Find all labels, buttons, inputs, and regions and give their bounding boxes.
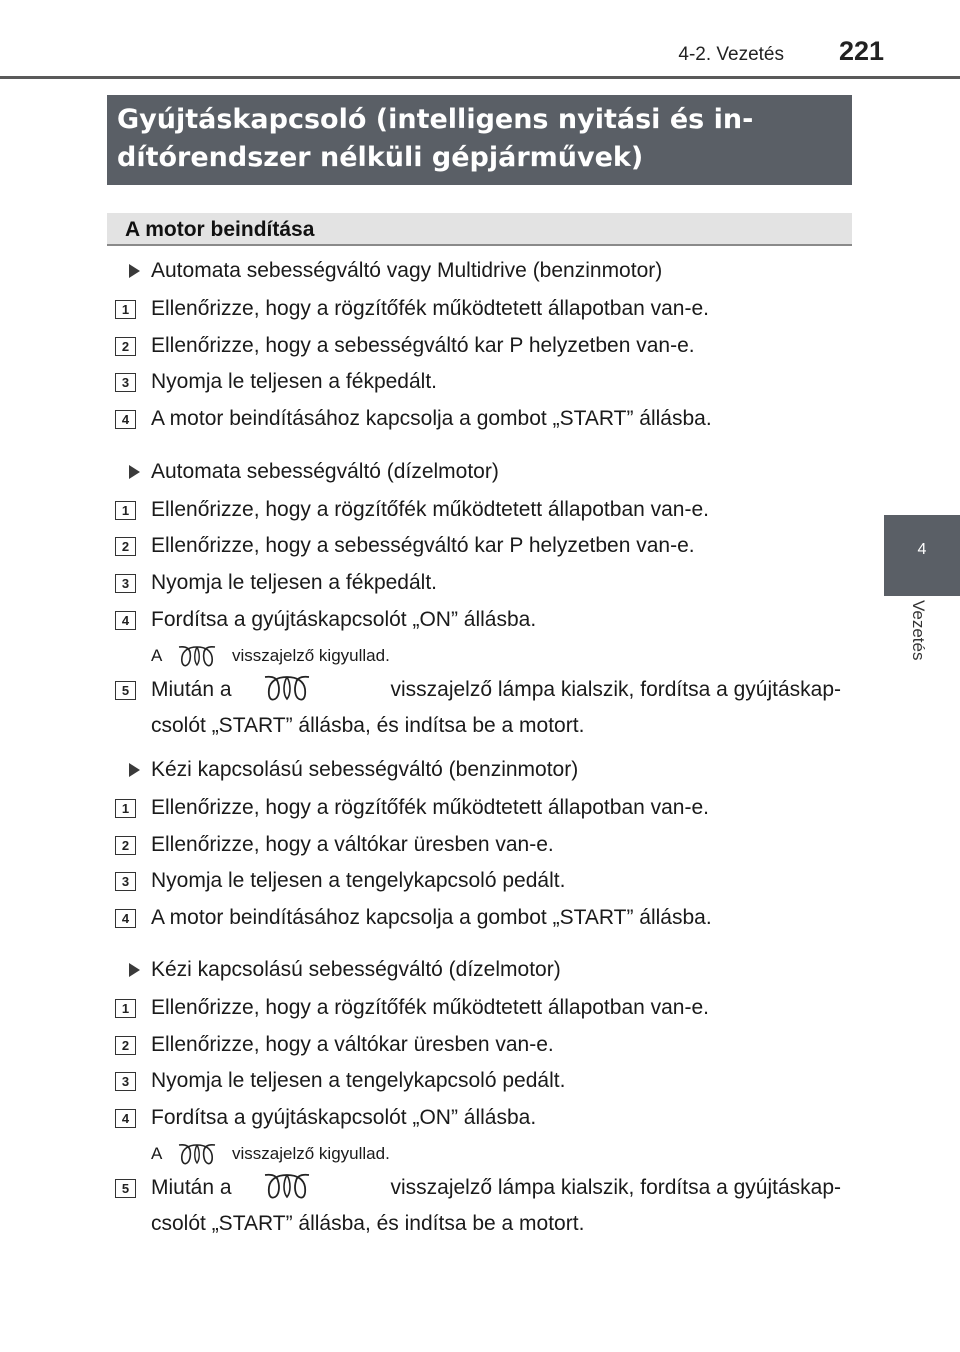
step-number: 3 (115, 872, 136, 891)
list-item: 5 Miután a visszajelző lámpa kialszik, fordítsa a gyújtáskap- csolót „START” állásba, és indítsa be a motort. (0, 677, 960, 747)
step-number: 3 (115, 574, 136, 593)
section-title: 4-2. Vezetés (678, 44, 784, 65)
subheading: A motor beindítása (107, 213, 852, 246)
step-number: 4 (115, 909, 136, 928)
glow-plug-indicator-icon (259, 1170, 315, 1202)
triangle-bullet-icon (129, 264, 140, 278)
chapter-tab (884, 515, 960, 596)
step-number: 1 (115, 300, 136, 319)
step-number: 1 (115, 999, 136, 1018)
title-line-2: dítórendszer nélküli gépjárművek) (117, 142, 644, 173)
list-item: 5 Miután a visszajelző lámpa kialszik, fordítsa a gyújtáskap- csolót „START” állásba, és indítsa be a motort. (0, 1175, 960, 1245)
step-number: 2 (115, 537, 136, 556)
page-header (0, 0, 960, 80)
glow-plug-indicator-icon (174, 643, 220, 669)
step-number: 4 (115, 1109, 136, 1128)
chapter-number: 4 (917, 541, 927, 558)
step-number: 2 (115, 1036, 136, 1055)
page-title (107, 95, 852, 185)
step-number: 2 (115, 337, 136, 356)
step-number: 4 (115, 410, 136, 429)
step-number: 3 (115, 1072, 136, 1091)
header-rule (0, 76, 960, 79)
step-number: 4 (115, 611, 136, 630)
step-number: 5 (115, 681, 136, 700)
triangle-bullet-icon (129, 763, 140, 777)
step-number: 3 (115, 373, 136, 392)
glow-plug-indicator-icon (174, 1141, 220, 1167)
step-number: 5 (115, 1179, 136, 1198)
step-number: 2 (115, 836, 136, 855)
triangle-bullet-icon (129, 465, 140, 479)
step-number: 1 (115, 501, 136, 520)
triangle-bullet-icon (129, 963, 140, 977)
glow-plug-indicator-icon (259, 672, 315, 704)
chapter-label: Vezetés (909, 600, 928, 661)
step-number: 1 (115, 799, 136, 818)
title-line-1: Gyújtáskapcsoló (intelligens nyitási és in- (117, 104, 754, 135)
page-number: 221 (838, 36, 884, 66)
